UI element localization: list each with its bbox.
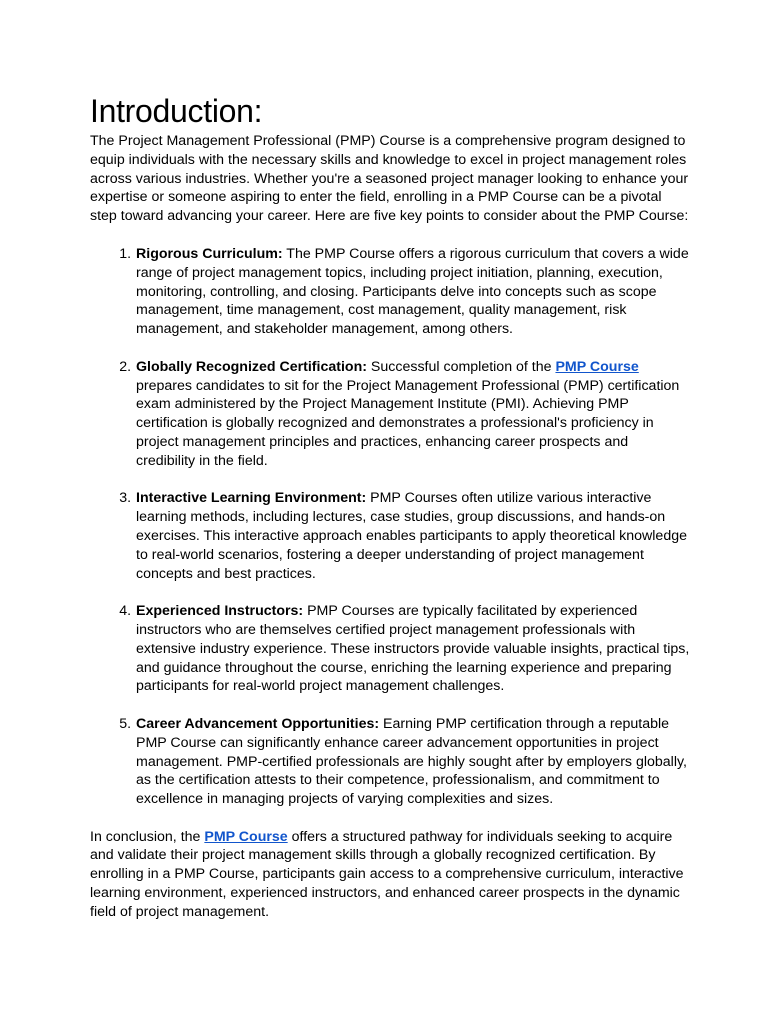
point-text: Successful completion of the <box>366 358 556 375</box>
list-item <box>135 602 690 696</box>
pmp-course-link[interactable]: PMP Course <box>555 358 639 375</box>
point-heading: Globally Recognized Certification: <box>136 358 367 375</box>
point-heading: Interactive Learning Environment: <box>136 490 367 507</box>
point-text: The PMP Course offers a rigorous curriculum that covers a wide range of project management topics, including project initiation, planning, execution, monitoring, controlling, and closing. Participants delve into concepts such as scope management, time management, cost management, quality management, risk management, and stakeholder management, among others. <box>136 245 689 338</box>
point-text: PMP Courses are typically facilitated by experienced instructors who are themselves certified project management professionals with extensive industry experience. These instructors provide valuable insights, practical tips, and guidance throughout the course, enriching the learning experience and preparing participants for real-world project management challenges. <box>136 603 690 695</box>
point-heading: Experienced Instructors: <box>136 603 304 620</box>
point-text: PMP Courses often utilize various interactive learning methods, including lectures, case studies, group discussions, and hands-on exercises. This interactive approach enables participants to apply theoretical knowledge to real-world scenarios, fostering a deeper understanding of project management concepts and best practices. <box>136 490 687 582</box>
conclusion-paragraph <box>90 828 690 922</box>
intro-paragraph: The Project Management Professional (PMP) Course is a comprehensive program designed to equip individuals with the necessary skills and knowledge to excel in project management roles across various industries. Whether you're a seasoned project manager looking to enhance your expertise or someone aspiring to enter the field, enrolling in a PMP Course can be a pivotal step toward advancing your career. Here are five key points to consider about the PMP Course: <box>90 133 689 225</box>
list-item <box>135 358 690 471</box>
key-points-list <box>90 245 690 809</box>
point-text: prepares candidates to sit for the Project Management Professional (PMP) certification exam administered by the Project Management Institute (PMI). Achieving PMP certification is globally recognized and demonstrates a professional's proficiency in project management principles and practices, enhancing career prospects and credibility in the field. <box>136 377 680 469</box>
conclusion-text: offers a structured pathway for individuals seeking to acquire and validate their project management skills through a globally recognized certification. By enrolling in a PMP Course, participants gain access to a comprehensive curriculum, interactive learning environment, experienced instructors, and enhanced career prospects in the dynamic field of project management. <box>90 828 684 920</box>
point-heading: Career Advancement Opportunities: <box>136 715 380 732</box>
point-heading: Rigorous Curriculum: <box>136 245 283 262</box>
page-title: Introduction: <box>90 93 263 129</box>
list-item <box>135 245 690 339</box>
pmp-course-link[interactable]: PMP Course <box>204 828 288 845</box>
point-text: Earning PMP certification through a reputable PMP Course can significantly enhance career advancement opportunities in project management. PMP-certified professionals are highly sought after by employers globally, as the certification attests to their competence, professionalism, and commitment to excellence in managing projects of varying complexities and sizes. <box>136 715 687 808</box>
list-item <box>135 715 690 809</box>
document-page <box>90 92 690 922</box>
conclusion-text: In conclusion, the <box>90 828 205 845</box>
list-item <box>135 489 690 583</box>
